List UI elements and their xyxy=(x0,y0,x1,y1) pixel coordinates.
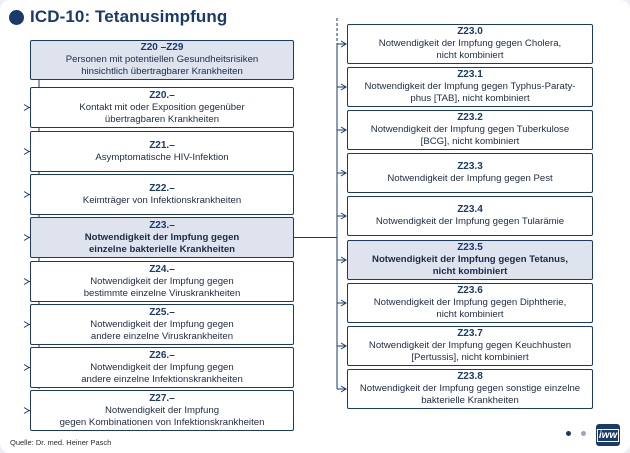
code-label: Z23.4 xyxy=(457,204,483,215)
left-code-box xyxy=(30,131,294,172)
code-label: Z25.– xyxy=(149,306,175,318)
code-label: Z23.8 xyxy=(457,371,483,382)
description: Asymptomatische HIV-Infektion xyxy=(95,151,229,163)
description: Notwendigkeit der Impfung gegen Kombinationen von Infektionskrankheiten xyxy=(59,404,265,428)
right-code-box xyxy=(347,326,593,366)
right-code-box xyxy=(347,67,593,107)
code-label: Z22.– xyxy=(149,182,175,194)
description: Notwendigkeit der Impfung gegen andere einzelne Infektionskrankheiten xyxy=(81,361,243,385)
code-label: Z23.1 xyxy=(457,69,483,80)
description: Notwendigkeit der Impfung gegen Keuchhusten [Pertussis], nicht kombiniert xyxy=(368,340,572,363)
left-branch-arrow xyxy=(24,149,29,155)
description: Notwendigkeit der Impfung gegen andere einzelne Viruskrankheiten xyxy=(90,318,234,342)
code-label: Z23.3 xyxy=(457,161,483,172)
code-label: Z21.– xyxy=(149,139,175,151)
left-branch-arrow xyxy=(24,279,29,285)
left-code-box xyxy=(30,174,294,215)
left-code-box xyxy=(30,390,294,431)
code-label: Z23.2 xyxy=(457,112,483,123)
right-code-box xyxy=(347,196,593,236)
right-code-box xyxy=(347,369,593,409)
left-code-box xyxy=(30,347,294,388)
description: Notwendigkeit der Impfung gegen Tetanus, nicht kombiniert xyxy=(372,254,568,277)
description: Notwendigkeit der Impfung gegen Tularämie xyxy=(375,216,565,227)
left-branch-arrow xyxy=(24,235,29,241)
source-note: Quelle: Dr. med. Heiner Pasch xyxy=(10,438,112,447)
description: Notwendigkeit der Impfung gegen bestimmte einzelne Viruskrankheiten xyxy=(83,275,241,299)
left-branch-arrow xyxy=(24,192,29,198)
left-code-box xyxy=(30,261,294,302)
description: Notwendigkeit der Impfung gegen Tuberkulose [BCG], nicht kombiniert xyxy=(370,124,570,147)
right-code-box xyxy=(347,110,593,150)
left-code-box xyxy=(30,304,294,345)
description: Kontakt mit oder Exposition gegenüber übertragbaren Krankheiten xyxy=(79,101,245,125)
right-code-box xyxy=(347,24,593,64)
left-code-box xyxy=(30,87,294,128)
description: Keimträger von Infektionskrankheiten xyxy=(82,194,242,206)
left-branch-arrow xyxy=(24,105,29,111)
code-label: Z24.– xyxy=(149,263,175,275)
description: Personen mit potentiellen Gesundheitsrisiken hinsichtlich übertragbarer Krankheiten xyxy=(65,54,259,77)
description: Notwendigkeit der Impfung gegen Pest xyxy=(387,173,553,184)
code-label: Z23.6 xyxy=(457,285,483,296)
code-label: Z23.7 xyxy=(457,328,483,339)
description: Notwendigkeit der Impfung gegen einzelne bakterielle Krankheiten xyxy=(84,231,240,255)
pager-dot[interactable] xyxy=(581,431,586,436)
code-label: Z20 –Z29 xyxy=(140,42,184,53)
description: Notwendigkeit der Impfung gegen Typhus-Paraty- phus [TAB], nicht kombiniert xyxy=(364,81,576,104)
parent-category-box xyxy=(30,40,294,80)
left-branch-arrow xyxy=(24,408,29,414)
left-branch-arrow xyxy=(24,322,29,328)
description: Notwendigkeit der Impfung gegen Diphtherie, nicht kombiniert xyxy=(373,297,567,320)
code-label: Z23.0 xyxy=(457,26,483,37)
right-code-box xyxy=(347,283,593,323)
code-label: Z26.– xyxy=(149,349,175,361)
right-code-box xyxy=(347,240,593,280)
description: Notwendigkeit der Impfung gegen Cholera, nicht kombiniert xyxy=(378,38,562,61)
iww-logo: iww xyxy=(596,424,620,446)
description: Notwendigkeit der Impfung gegen sonstige einzelne bakterielle Krankheiten xyxy=(359,383,581,406)
left-code-box xyxy=(30,217,294,258)
code-label: Z23.– xyxy=(149,219,175,231)
code-label: Z27.– xyxy=(149,392,175,404)
code-label: Z20.– xyxy=(149,89,175,101)
pager-dot[interactable] xyxy=(566,431,571,436)
right-code-box xyxy=(347,153,593,193)
code-label: Z23.5 xyxy=(457,242,483,253)
left-branch-arrow xyxy=(24,365,29,371)
page-title: ICD-10: Tetanusimpfung xyxy=(30,7,228,26)
